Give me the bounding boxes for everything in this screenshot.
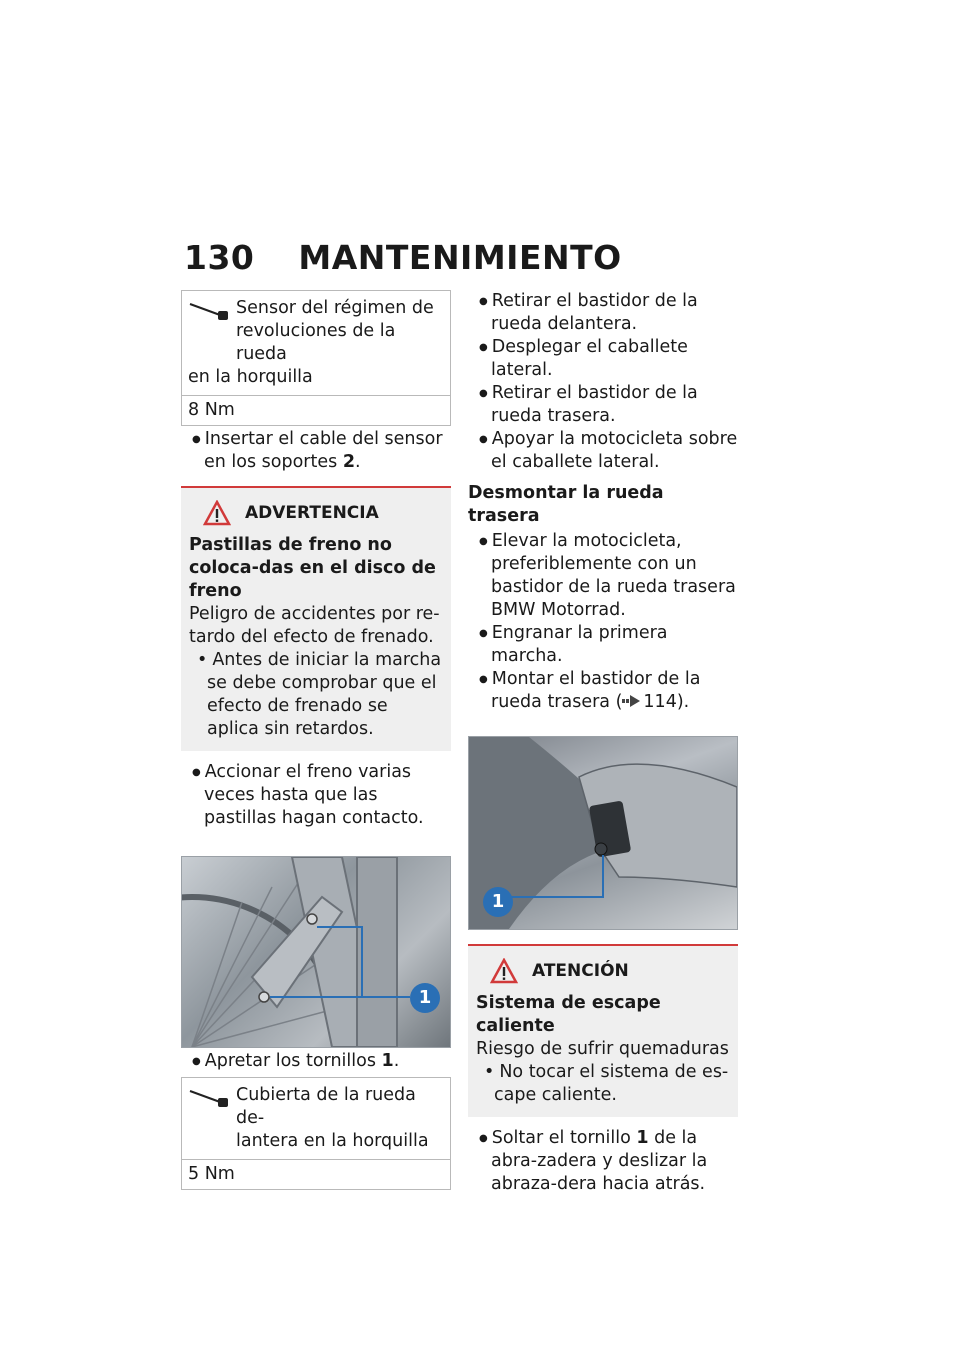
step-loosen-screw: ● Soltar el tornillo 1 de la abra-zadera y deslizar la abraza-dera hacia atrás. [468,1127,738,1196]
torque-wrench-icon [188,301,230,323]
spec-value: 5 Nm [182,1159,450,1189]
page-header [184,238,622,277]
warning-triangle-icon [490,958,518,984]
callout-1: 1 [410,983,440,1013]
warning-triangle-icon [203,500,231,526]
ref-number: 2 [342,452,355,472]
step-item: ● Engranar la primera marcha. [468,622,738,668]
step-item-ref: ● Montar el bastidor de la rueda trasera ( 114). [468,668,738,714]
exhaust-photo [468,736,738,930]
warning-bullet: • Antes de iniciar la marcha se debe comprobar que el efecto de frenado se aplica sin retardos. [189,649,443,741]
step-item: ● Retirar el bastidor de la rueda trasera. [468,382,738,428]
step-item: ● Retirar el bastidor de la rueda delantera. [468,290,738,336]
spec-label-line2: revoluciones de la rueda [236,321,396,364]
right-column [468,290,738,1196]
fork-photo [181,856,451,1048]
warning-box [181,486,451,751]
torque-wrench-icon [188,1088,230,1110]
fork-illustration [182,857,450,1047]
spec-value: 8 Nm [182,395,450,425]
caution-box [468,944,738,1117]
spec-label-line2: lantera en la horquilla [236,1131,429,1151]
torque-spec-box-2 [181,1077,451,1190]
caution-description: Riesgo de sufrir quemaduras [476,1039,729,1059]
warning-title: Pastillas de freno no coloca-das en el disco de freno [189,535,436,601]
spec-label-line3: en la horquilla [188,367,313,387]
spec-label-line1: Cubierta de la rueda de- [236,1085,416,1128]
step-insert-cable: ● Insertar el cable del sensor en los soportes 2. [181,428,451,474]
step-brake: ● Accionar el freno varias veces hasta que las pastillas hagan contacto. [181,761,451,830]
caution-title: Sistema de escape caliente [476,993,661,1036]
page-number: 130 [184,238,255,277]
ref-number: 1 [636,1128,649,1148]
page-ref-number[interactable]: 114 [643,692,677,712]
section-title: Desmontar la rueda trasera [468,483,664,526]
step-item: ● Desplegar el caballete lateral. [468,336,738,382]
caution-bullet: • No tocar el sistema de es-cape caliente. [476,1061,730,1107]
step-item: ● Apoyar la motocicleta sobre el caballete lateral. [468,428,738,474]
page-reference-arrow-icon [622,695,640,707]
step-tighten-screws: ● Apretar los tornillos 1. [181,1050,451,1073]
step-item: ● Elevar la motocicleta, preferiblemente con un bastidor de la rueda trasera BMW Motorrad. [468,530,738,622]
left-column [181,290,451,1192]
chapter-title: MANTENIMIENTO [298,238,622,277]
ref-number: 1 [381,1051,394,1071]
caution-label: ATENCIÓN [532,960,629,981]
warning-description: Peligro de accidentes por re-tardo del efecto de frenado. [189,604,440,647]
warning-label: ADVERTENCIA [245,502,379,523]
callout-1: 1 [483,887,513,917]
spec-label-line1: Sensor del régimen de [236,298,434,318]
torque-spec-box [181,290,451,426]
